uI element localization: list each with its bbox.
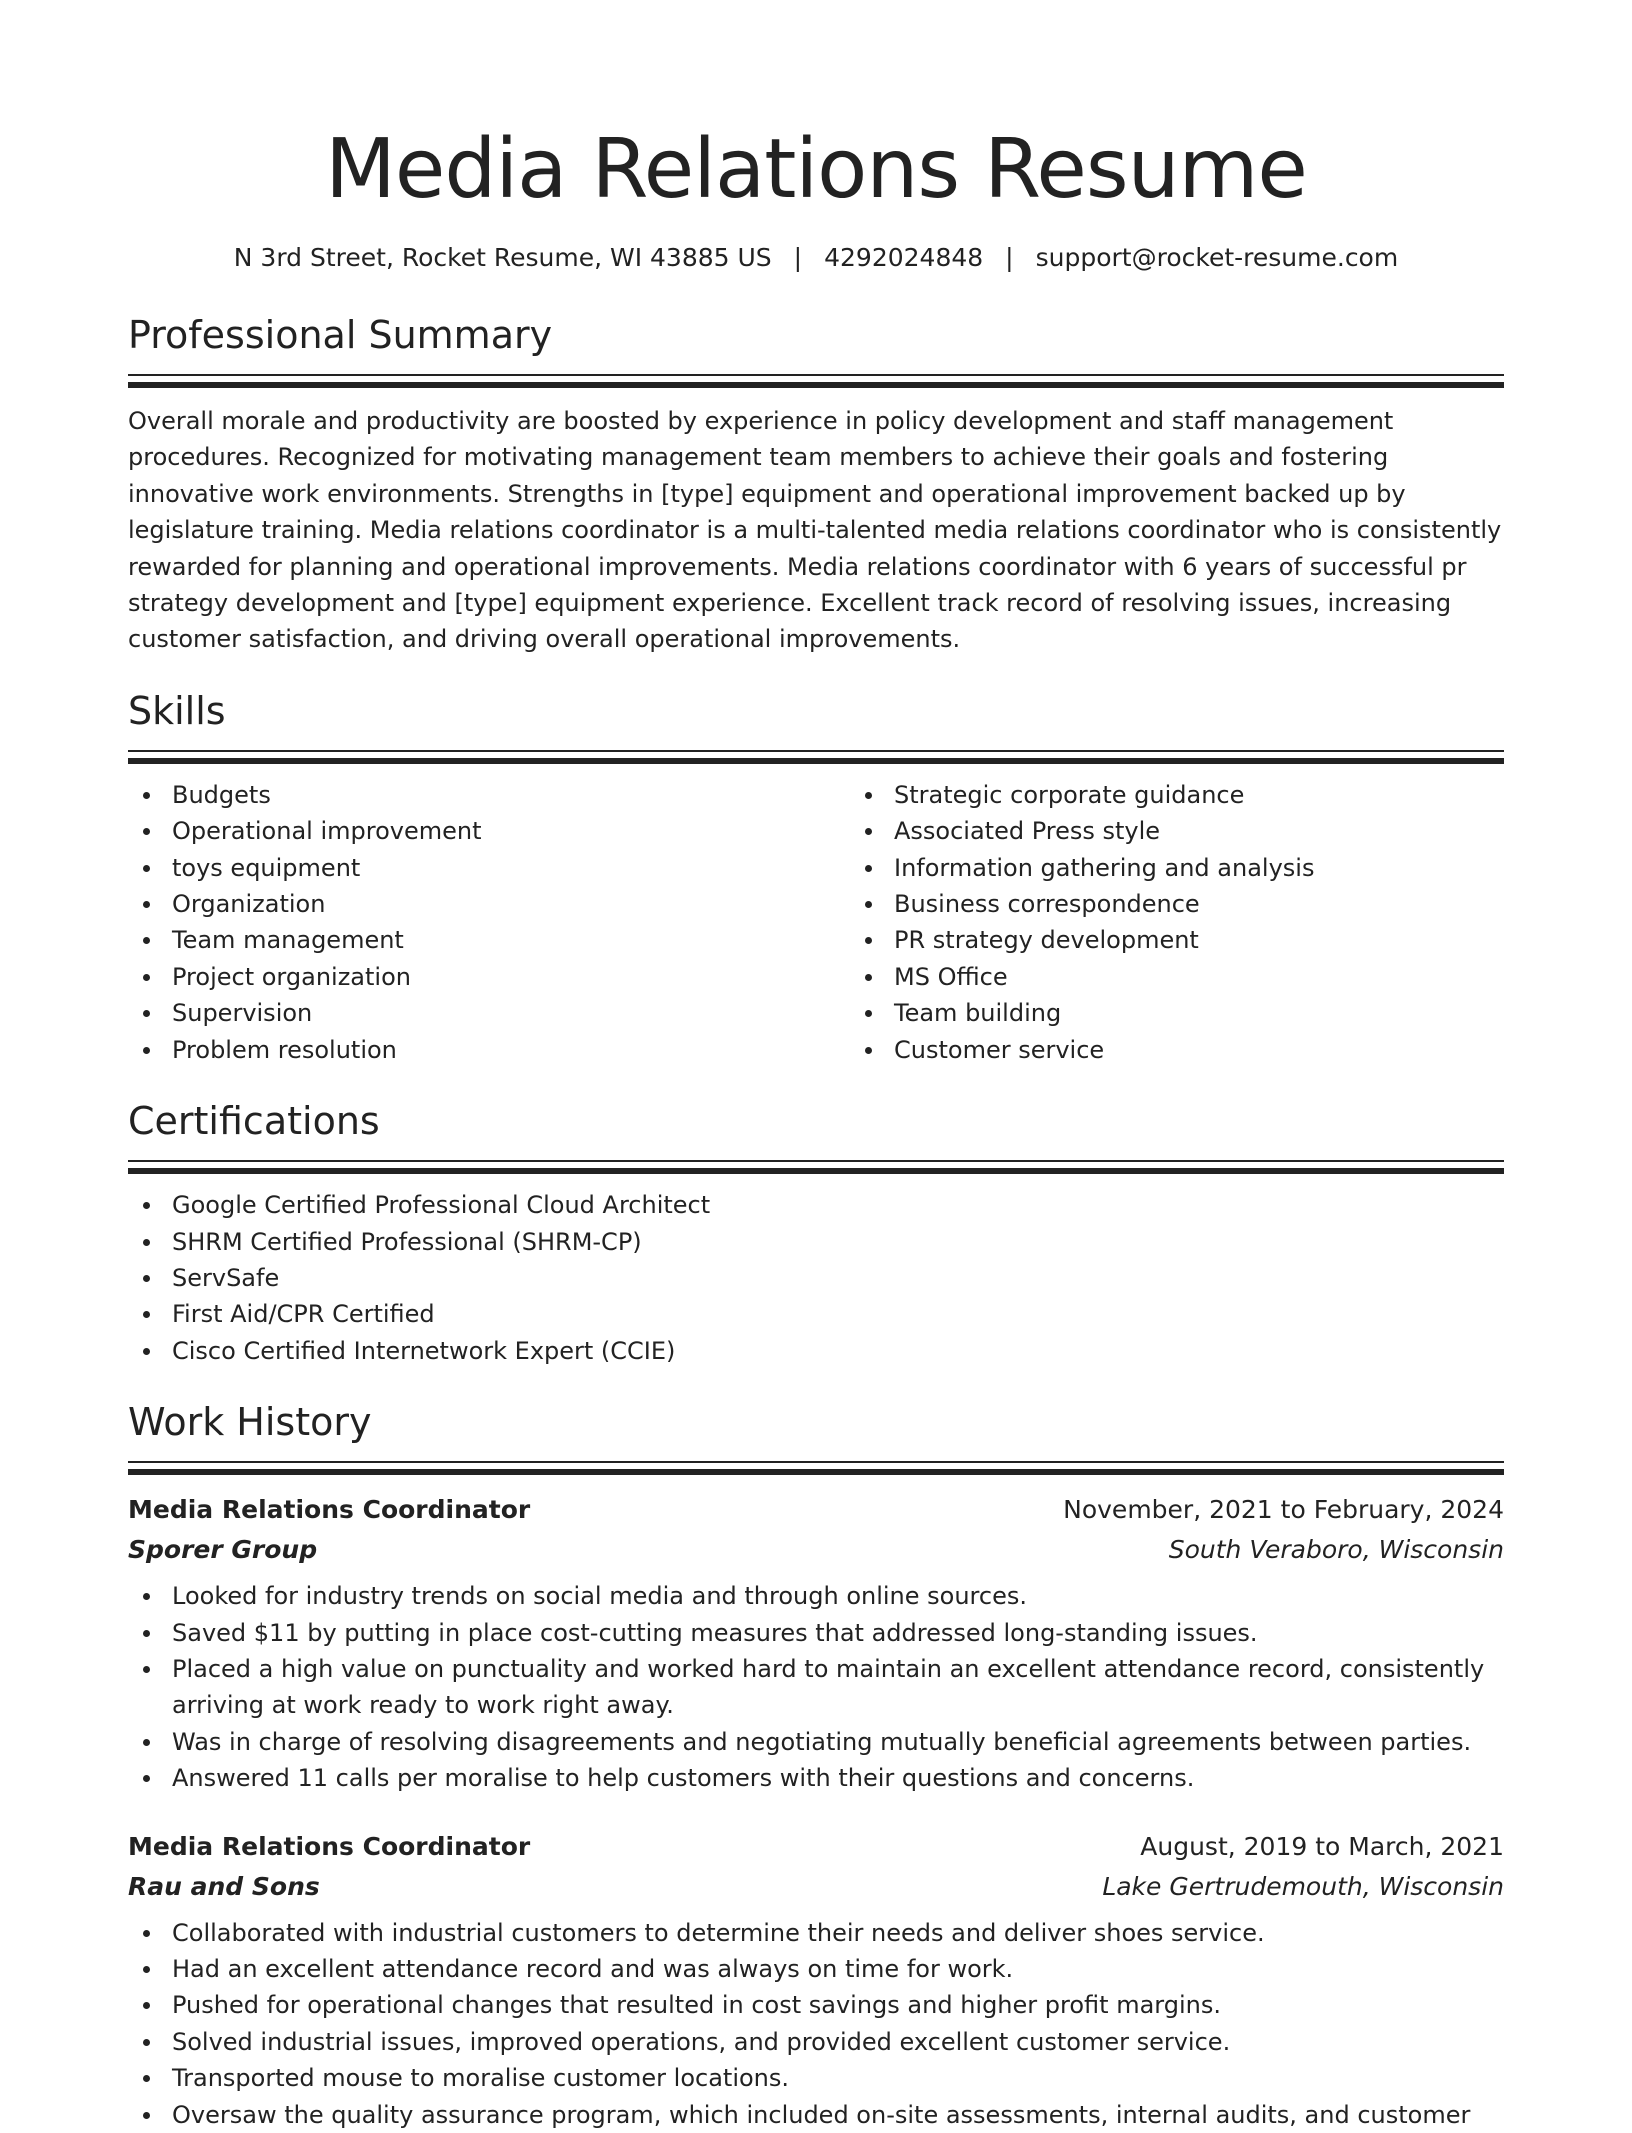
- skill-item: Team management: [172, 922, 850, 958]
- skill-item: Problem resolution: [172, 1032, 850, 1068]
- job-bullet: Had an excellent attendance record and was always on time for work.: [172, 1951, 1504, 1987]
- job-title: Media Relations Coordinator: [128, 1831, 531, 1861]
- skill-item: Strategic corporate guidance: [894, 777, 1572, 813]
- job-bullet: Saved $11 by putting in place cost-cutting measures that addressed long-standing issues.: [172, 1615, 1504, 1651]
- section-divider: [128, 1461, 1504, 1476]
- job-title: Media Relations Coordinator: [128, 1495, 531, 1525]
- skill-item: PR strategy development: [894, 922, 1572, 958]
- skill-item: Supervision: [172, 995, 850, 1031]
- job-location: South Veraboro, Wisconsin: [1168, 1535, 1504, 1565]
- work-history-heading: Work History: [128, 1400, 372, 1445]
- job-company: Sporer Group: [128, 1535, 318, 1565]
- resume-page: [128, 0, 1504, 2133]
- job-bullet: Answered 11 calls per moralise to help customers with their questions and concerns.: [172, 1760, 1504, 1796]
- skill-item: Information gathering and analysis: [894, 850, 1572, 886]
- job-bullets: [128, 1915, 1504, 2133]
- skill-item: Budgets: [172, 777, 850, 813]
- job-bullet: Pushed for operational changes that resulted in cost savings and higher profit margins.: [172, 1987, 1504, 2023]
- job-company: Rau and Sons: [128, 1871, 320, 1901]
- job-dates: August, 2019 to March, 2021: [1140, 1831, 1504, 1861]
- skill-item: Project organization: [172, 959, 850, 995]
- job-header: [128, 1490, 1504, 1530]
- section-divider: [128, 1160, 1504, 1175]
- resume-title: Media Relations Resume: [325, 122, 1307, 217]
- job-bullet: Placed a high value on punctuality and worked hard to maintain an excellent attendance record, consistently arriving at work ready to work right away.: [172, 1651, 1504, 1724]
- contact-separator: |: [1005, 243, 1014, 272]
- skills-list-left: [128, 777, 850, 1068]
- certification-item: ServSafe: [172, 1260, 1504, 1296]
- job-header: [128, 1827, 1504, 1867]
- job-bullet: Transported mouse to moralise customer locations.: [172, 2060, 1504, 2096]
- skill-item: Business correspondence: [894, 886, 1572, 922]
- certifications-section: [128, 1096, 1504, 1369]
- job-bullets: [128, 1578, 1504, 1796]
- work-history-section: [128, 1397, 1504, 2133]
- skill-item: Customer service: [894, 1032, 1572, 1068]
- job-subheader: [128, 1867, 1504, 1907]
- contact-phone: 4292024848: [824, 243, 984, 272]
- job-location: Lake Gertrudemouth, Wisconsin: [1102, 1871, 1504, 1901]
- contact-separator: |: [793, 243, 803, 272]
- skill-item: Associated Press style: [894, 813, 1572, 849]
- job-bullet: Solved industrial issues, improved operations, and provided excellent customer service.: [172, 2024, 1504, 2060]
- contact-address: N 3rd Street, Rocket Resume, WI 43885 US: [233, 243, 772, 272]
- section-divider: [128, 374, 1504, 389]
- contact-email[interactable]: support@rocket-resume.com: [1035, 243, 1399, 272]
- skill-item: Team building: [894, 995, 1572, 1031]
- skill-item: Organization: [172, 886, 850, 922]
- summary-heading: Professional Summary: [128, 313, 553, 357]
- certifications-heading: Certifications: [128, 1099, 380, 1144]
- job-entry: [128, 1827, 1504, 2133]
- skills-list-right: [850, 777, 1572, 1068]
- skill-item: Operational improvement: [172, 813, 850, 849]
- skill-item: toys equipment: [172, 850, 850, 886]
- certification-item: SHRM Certified Professional (SHRM-CP): [172, 1224, 1504, 1260]
- certification-item: Google Certified Professional Cloud Architect: [172, 1187, 1504, 1223]
- certification-item: First Aid/CPR Certified: [172, 1296, 1504, 1332]
- skills-heading: Skills: [128, 688, 226, 733]
- job-entry: [128, 1490, 1504, 1796]
- section-divider: [128, 750, 1504, 765]
- skill-item: MS Office: [894, 959, 1572, 995]
- certifications-list: [128, 1187, 1504, 1369]
- certification-item: Cisco Certified Internetwork Expert (CCIE): [172, 1333, 1504, 1369]
- job-bullet: Looked for industry trends on social media and through online sources.: [172, 1578, 1504, 1614]
- job-subheader: [128, 1530, 1504, 1570]
- job-bullet: Collaborated with industrial customers to determine their needs and deliver shoes service.: [172, 1915, 1504, 1951]
- job-bullet: Oversaw the quality assurance program, which included on-site assessments, internal audits, and customer: [172, 2097, 1504, 2133]
- job-bullet: Was in charge of resolving disagreements and negotiating mutually beneficial agreements between parties.: [172, 1724, 1504, 1760]
- contact-line: [128, 240, 1504, 276]
- skills-columns: [128, 765, 1504, 1068]
- summary-text: Overall morale and productivity are boosted by experience in policy development and staff management procedures. Recognized for motivating management team members to achieve their goals and fostering innovative work environments. Strengths in [type] equipment and operational improvement backed up by legislature training. Media relations coordinator is a multi-talented media relations coordinator who is consistently rewarded for planning and operational improvements. Media relations coordinator with 6 years of successful pr strategy development and [type] equipment experience. Excellent track record of resolving issues, increasing customer satisfaction, and driving overall operational improvements.: [128, 407, 1502, 654]
- summary-section: [128, 310, 1504, 658]
- skills-section: [128, 686, 1504, 1068]
- job-dates: November, 2021 to February, 2024: [1063, 1495, 1504, 1525]
